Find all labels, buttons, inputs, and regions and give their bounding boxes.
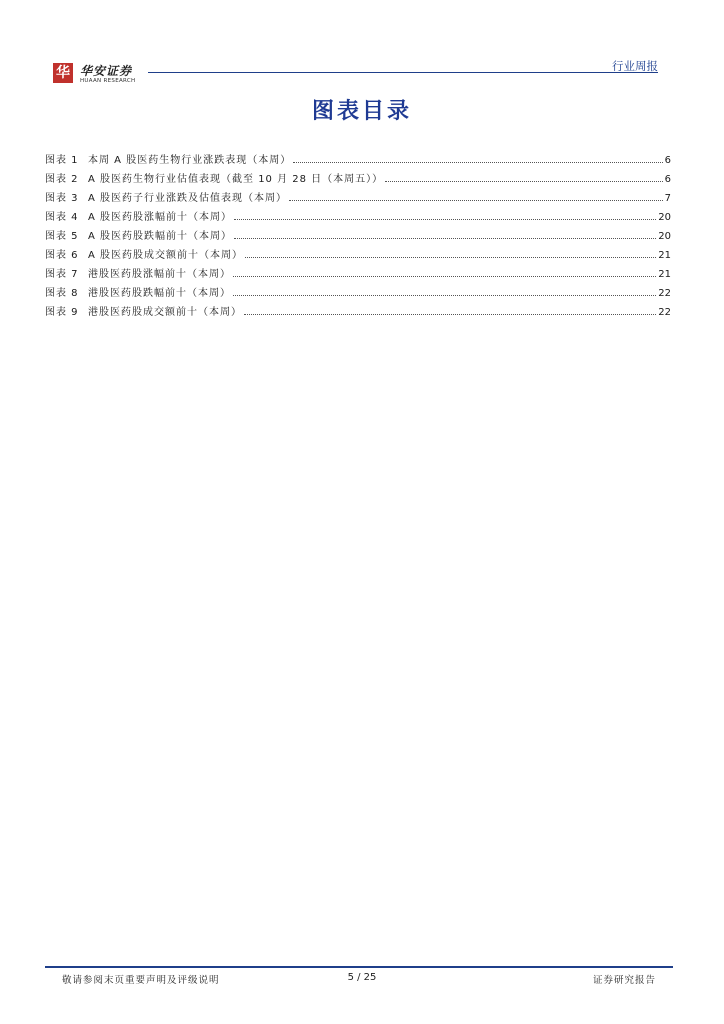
toc-entry-title: 港股医药股成交额前十（本周） <box>88 307 242 318</box>
toc-entry-page: 22 <box>658 307 671 318</box>
toc-entry-number: 图表 8 <box>45 288 79 299</box>
footer-disclaimer: 敬请参阅末页重要声明及评级说明 <box>62 975 220 986</box>
toc-entry[interactable] <box>45 166 671 185</box>
toc-entry[interactable] <box>45 147 671 166</box>
toc-entry-title: 港股医药股涨幅前十（本周） <box>88 269 231 280</box>
toc-entry[interactable] <box>45 242 671 261</box>
toc-entry-page: 21 <box>658 250 671 261</box>
footer-report-type: 证券研究报告 <box>592 975 656 986</box>
toc-leader <box>234 238 656 239</box>
toc-entry-number: 图表 4 <box>45 212 79 223</box>
toc-entry-title: A 股医药股成交额前十（本周） <box>88 250 244 261</box>
toc-leader <box>244 314 656 315</box>
toc-entry-page: 21 <box>658 269 671 280</box>
toc-leader <box>245 257 656 258</box>
toc-entry-number: 图表 1 <box>45 155 79 166</box>
toc-entry[interactable] <box>45 185 671 204</box>
toc-leader <box>233 276 656 277</box>
toc-entry-page: 20 <box>658 231 671 242</box>
page-header <box>0 0 724 90</box>
toc-entry-number: 图表 9 <box>45 307 79 318</box>
toc-entry[interactable] <box>45 223 671 242</box>
toc-leader <box>234 219 656 220</box>
company-subtitle: HUAAN RESEARCH <box>80 78 136 84</box>
company-logo-icon: 华 <box>53 63 73 83</box>
toc-entry-page: 6 <box>664 155 671 166</box>
toc-entry-title: A 股医药生物行业估值表现（截至 10 月 28 日（本周五）） <box>88 174 384 185</box>
toc-entry-page: 22 <box>658 288 671 299</box>
toc-entry-title: A 股医药股跌幅前十（本周） <box>88 231 233 242</box>
page-title: 图表目录 <box>311 99 412 124</box>
toc-leader <box>233 295 656 296</box>
toc-leader <box>293 162 662 163</box>
toc-entry-title: A 股医药子行业涨跌及估值表现（本周） <box>88 193 288 204</box>
figure-toc <box>45 147 671 318</box>
toc-entry-number: 图表 7 <box>45 269 79 280</box>
toc-entry[interactable] <box>45 280 671 299</box>
toc-entry-title: 本周 A 股医药生物行业涨跌表现（本周） <box>88 155 292 166</box>
toc-entry-page: 6 <box>664 174 671 185</box>
toc-entry-number: 图表 2 <box>45 174 79 185</box>
toc-leader <box>289 200 663 201</box>
toc-entry-number: 图表 5 <box>45 231 79 242</box>
report-type-tag: 行业周报 <box>612 59 658 73</box>
toc-entry-title: 港股医药股跌幅前十（本周） <box>88 288 231 299</box>
page-number: 5 / 25 <box>347 972 377 983</box>
toc-entry-page: 7 <box>664 193 671 204</box>
toc-entry[interactable] <box>45 261 671 280</box>
toc-entry-title: A 股医药股涨幅前十（本周） <box>88 212 233 223</box>
footer-divider <box>45 966 673 968</box>
toc-entry-page: 20 <box>658 212 671 223</box>
header-divider <box>148 72 658 73</box>
toc-entry[interactable] <box>45 299 671 318</box>
toc-leader <box>385 181 662 182</box>
company-name: 华安证券 <box>80 64 133 78</box>
toc-entry-number: 图表 3 <box>45 193 79 204</box>
toc-entry-number: 图表 6 <box>45 250 79 261</box>
toc-entry[interactable] <box>45 204 671 223</box>
